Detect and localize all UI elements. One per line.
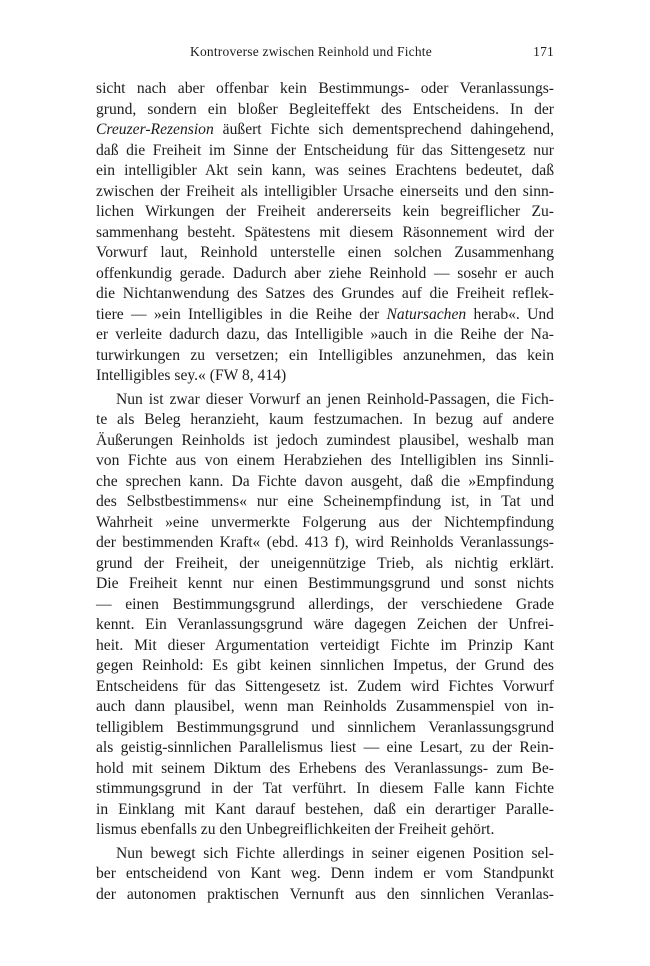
page-number: 171 [533,44,554,59]
text-line [96,264,554,285]
text-line [96,141,554,162]
text-line [96,738,554,759]
text-line [96,533,554,554]
text-segment: zwischen der Freiheit als intelligibler Ursache einerseits und den sinn- [96,182,554,200]
text-segment: Vorwurf laut, Reinhold unterstelle einen solchen Zusammenhang [96,244,554,261]
text-line [96,472,554,493]
text-line [96,243,554,264]
paragraph [96,390,554,841]
text-segment: Nun ist zwar dieser Vorwurf an jenen Reinhold-Passagen, die Fich- [116,390,554,408]
text-line [96,366,554,387]
text-segment: der bestimmenden Kraft« (ebd. 413 f), wird Reinholds Veranlassungs- [96,534,554,551]
text-line [96,820,554,841]
text-segment: te als Beleg heranzieht, kaum festzumachen. In bezug auf andere [96,411,554,428]
text-segment: er verleite dadurch dazu, das Intelligible »auch in die Reihe der Na- [96,326,554,343]
text-segment: grund, sondern ein bloßer Begleiteffekt des Entscheidens. In der [96,100,554,118]
text-segment: stimmungsgrund in der Tat verführt. In diesem Falle kann Fichte [96,780,554,797]
text-line [96,161,554,182]
text-line [96,346,554,367]
text-line [96,305,554,326]
text-line [96,615,554,636]
text-segment: in Einklang mit Kant darauf bestehen, daß ein derartiger Paralle- [96,800,554,818]
text-line [96,759,554,780]
text-segment: Intelligibles sey.« (FW 8, 414) [96,367,287,384]
text-line [96,718,554,739]
text-segment: heit. Mit dieser Argumentation verteidigt Fichte im Prinzip Kant [96,636,554,654]
text-line [96,554,554,575]
text-segment: ein intelligibler Akt sein kann, was seines Erachtens bedeutet, daß [96,162,554,179]
text-line [96,79,554,100]
text-line [96,844,554,865]
text-segment: hold mit seinem Diktum des Erhebens des Veranlassungs- zum Be- [96,759,554,777]
text-segment: ber entscheidend von Kant weg. Denn indem er vom Standpunkt [96,865,554,882]
text-segment: grund der Freiheit, der uneigennützige Trieb, als nichtig erklärt. [96,554,554,572]
text-line [96,595,554,616]
text-line [96,800,554,821]
text-line [96,284,554,305]
text-line [96,100,554,121]
text-line [96,390,554,411]
text-segment: auch dann plausibel, wenn man Reinholds Zusammenspiel von in- [96,698,554,715]
text-line [96,410,554,431]
text-segment: turwirkungen zu versetzen; ein Intelligibles anzunehmen, das kein [96,346,554,364]
running-head [96,44,554,66]
body-text [96,79,554,905]
text-segment: kennt. Ein Veranlassungsgrund wäre dagegen Zeichen der Unfrei- [96,616,554,633]
running-title: Kontroverse zwischen Reinhold und Fichte [190,44,432,59]
text-line [96,431,554,452]
text-segment: Äußerungen Reinholds ist jedoch zumindest plausibel, weshalb man [96,431,554,449]
book-page [96,44,554,905]
text-segment: offenkundig gerade. Dadurch aber ziehe Reinhold — sosehr er auch [96,264,554,282]
text-line [96,202,554,223]
text-segment: tiere — »ein Intelligibles in die Reihe der [96,305,387,323]
text-segment: lichen Wirkungen der Freiheit andererseits kein begreiflicher Zu- [96,203,554,220]
text-line [96,636,554,657]
text-line [96,677,554,698]
text-line [96,885,554,906]
text-segment: des Selbstbestimmens« nur eine Scheinempfindung ist, in Tat und [96,493,554,510]
text-line [96,656,554,677]
text-segment: der autonomen praktischen Vernunft aus den sinnlichen Veranlas- [96,885,554,903]
text-segment: gegen Reinhold: Es gibt keinen sinnlichen Impetus, der Grund des [96,657,554,674]
paragraph [96,844,554,906]
text-line [96,492,554,513]
text-segment: daß die Freiheit im Sinne der Entscheidung für das Sittengesetz nur [96,141,554,159]
text-segment: herab«. Und [466,305,554,323]
italic-text: Creuzer-Rezension [96,121,214,138]
text-segment: die Nichtanwendung des Satzes des Grundes auf die Freiheit reflek- [96,285,554,302]
text-line [96,182,554,203]
text-line [96,574,554,595]
text-segment: Nun bewegt sich Fichte allerdings in seiner eigenen Position sel- [116,844,554,862]
text-segment: che sprechen kann. Da Fichte davon ausgeht, daß die »Empfindung [96,472,554,490]
text-segment: lismus ebenfalls zu den Unbegreiflichkeiten der Freiheit gehört. [96,821,495,838]
text-line [96,223,554,244]
text-segment: Die Freiheit kennt nur einen Bestimmungsgrund und sonst nichts [96,575,554,592]
text-segment: telligiblem Bestimmungsgrund und sinnlichem Veranlassungsgrund [96,718,554,736]
paragraph [96,79,554,387]
text-segment: sicht nach aber offenbar kein Bestimmungs- oder Veranlassungs- [96,80,554,97]
text-segment: — einen Bestimmungsgrund allerdings, der verschiedene Grade [96,595,554,613]
text-line [96,779,554,800]
text-line [96,864,554,885]
text-line [96,325,554,346]
text-line [96,120,554,141]
text-line [96,451,554,472]
text-segment: sammenhang besteht. Spätestens mit diesem Räsonnement wird der [96,223,554,241]
text-line [96,697,554,718]
text-segment: Wahrheit »eine unvermerkte Folgerung aus der Nichtempfindung [96,513,554,531]
text-segment: Entscheidens für das Sittengesetz ist. Zudem wird Fichtes Vorwurf [96,677,554,695]
text-segment: als geistig-sinnlichen Parallelismus liest — eine Lesart, zu der Rein- [96,739,554,756]
text-line [96,513,554,534]
text-segment: äußert Fichte sich dementsprechend dahingehend, [213,121,554,138]
text-segment: von Fichte aus von einem Herabziehen des Intelligiblen ins Sinnli- [96,452,554,469]
italic-text: Natursachen [386,305,467,323]
